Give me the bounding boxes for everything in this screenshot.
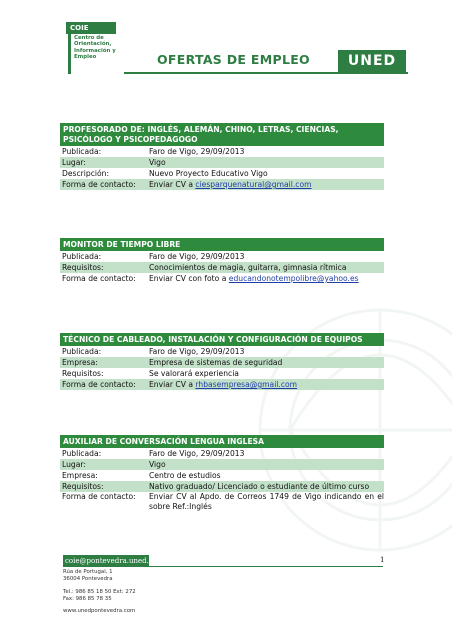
table-row: Lugar: Vigo	[60, 459, 384, 470]
coie-logo-label: COIE	[66, 22, 116, 34]
table-row: Publicada: Faro de Vigo, 29/09/2013	[62, 449, 245, 458]
table-row: Forma de contacto: Enviar CV al Apdo. de Correos 1749 de Vigo indicando en el sobre Ref.:Inglés	[62, 492, 384, 511]
page-title: OFERTAS DE EMPLEO	[157, 52, 310, 67]
job-offer-auxiliar	[60, 435, 384, 512]
table-row: Publicada: Faro de Vigo, 29/09/2013	[62, 347, 245, 356]
footer-email[interactable]: coie@pontevedra.uned.es	[65, 557, 157, 565]
table-row: Requisitos: Se valorará experiencia	[62, 369, 239, 378]
footer-website[interactable]: www.unedpontevedra.com	[63, 608, 136, 614]
job-offer-title: AUXILIAR DE CONVERSACIÓN LENGUA INGLESA	[60, 435, 384, 448]
coie-logo	[66, 22, 120, 74]
table-row: Empresa: Empresa de sistemas de seguridad	[60, 357, 384, 368]
table-row: Requisitos: Nativo graduado/ Licenciado o estudiante de último curso	[60, 481, 384, 492]
contact-email-link[interactable]: rhbasempresa@gmail.com	[195, 380, 298, 389]
job-offer-tecnico	[60, 333, 384, 390]
footer-address: Rúa de Portugal, 1 36004 Pontevedra	[63, 569, 113, 582]
job-offer-title: TÉCNICO DE CABLEADO, INSTALACIÓN Y CONFIGURACIÓN DE EQUIPOS	[60, 333, 384, 346]
table-row: Lugar: Vigo	[60, 157, 384, 168]
job-offer-title: MONITOR DE TIEMPO LIBRE	[60, 238, 384, 251]
job-offer-monitor	[60, 238, 384, 284]
footer-rule	[149, 566, 383, 567]
uned-logo: UNED	[338, 50, 406, 72]
job-offer-profesorado	[60, 123, 384, 190]
coie-logo-description: Centro de Orientación, Información y Empleo	[74, 35, 116, 61]
footer-phone: Tel.: 986 85 18 50 Ext: 272 Fax: 986 85 78 35	[63, 589, 136, 602]
page-number: 1	[380, 556, 385, 564]
table-row: Descripción: Nuevo Proyecto Educativo Vigo	[62, 169, 268, 178]
table-row: Publicada: Faro de Vigo, 29/09/2013	[62, 252, 245, 261]
contact-email-link[interactable]: ciesparquenatural@gmail.com	[195, 180, 312, 189]
table-row: Forma de contacto: Enviar CV a ciesparquenatural@gmail.com	[60, 179, 384, 190]
table-row: Publicada: Faro de Vigo, 29/09/2013	[62, 147, 245, 156]
table-row: Forma de contacto: Enviar CV a rhbasempresa@gmail.com	[60, 379, 384, 390]
contact-email-link[interactable]: educandonotempolibre@yahoo.es	[228, 274, 359, 283]
table-row: Empresa: Centro de estudios	[62, 471, 221, 480]
job-offer-title: PROFESORADO DE: INGLÉS, ALEMÁN, CHINO, LETRAS, CIENCIAS, PSICÓLOGO Y PSICOPEDAGOGO	[60, 123, 384, 146]
table-row: Forma de contacto: Enviar CV con foto a educandonotempolibre@yahoo.es	[62, 274, 359, 283]
table-row: Requisitos: Conocimientos de magia, guitarra, gimnasia rítmica	[60, 262, 384, 273]
